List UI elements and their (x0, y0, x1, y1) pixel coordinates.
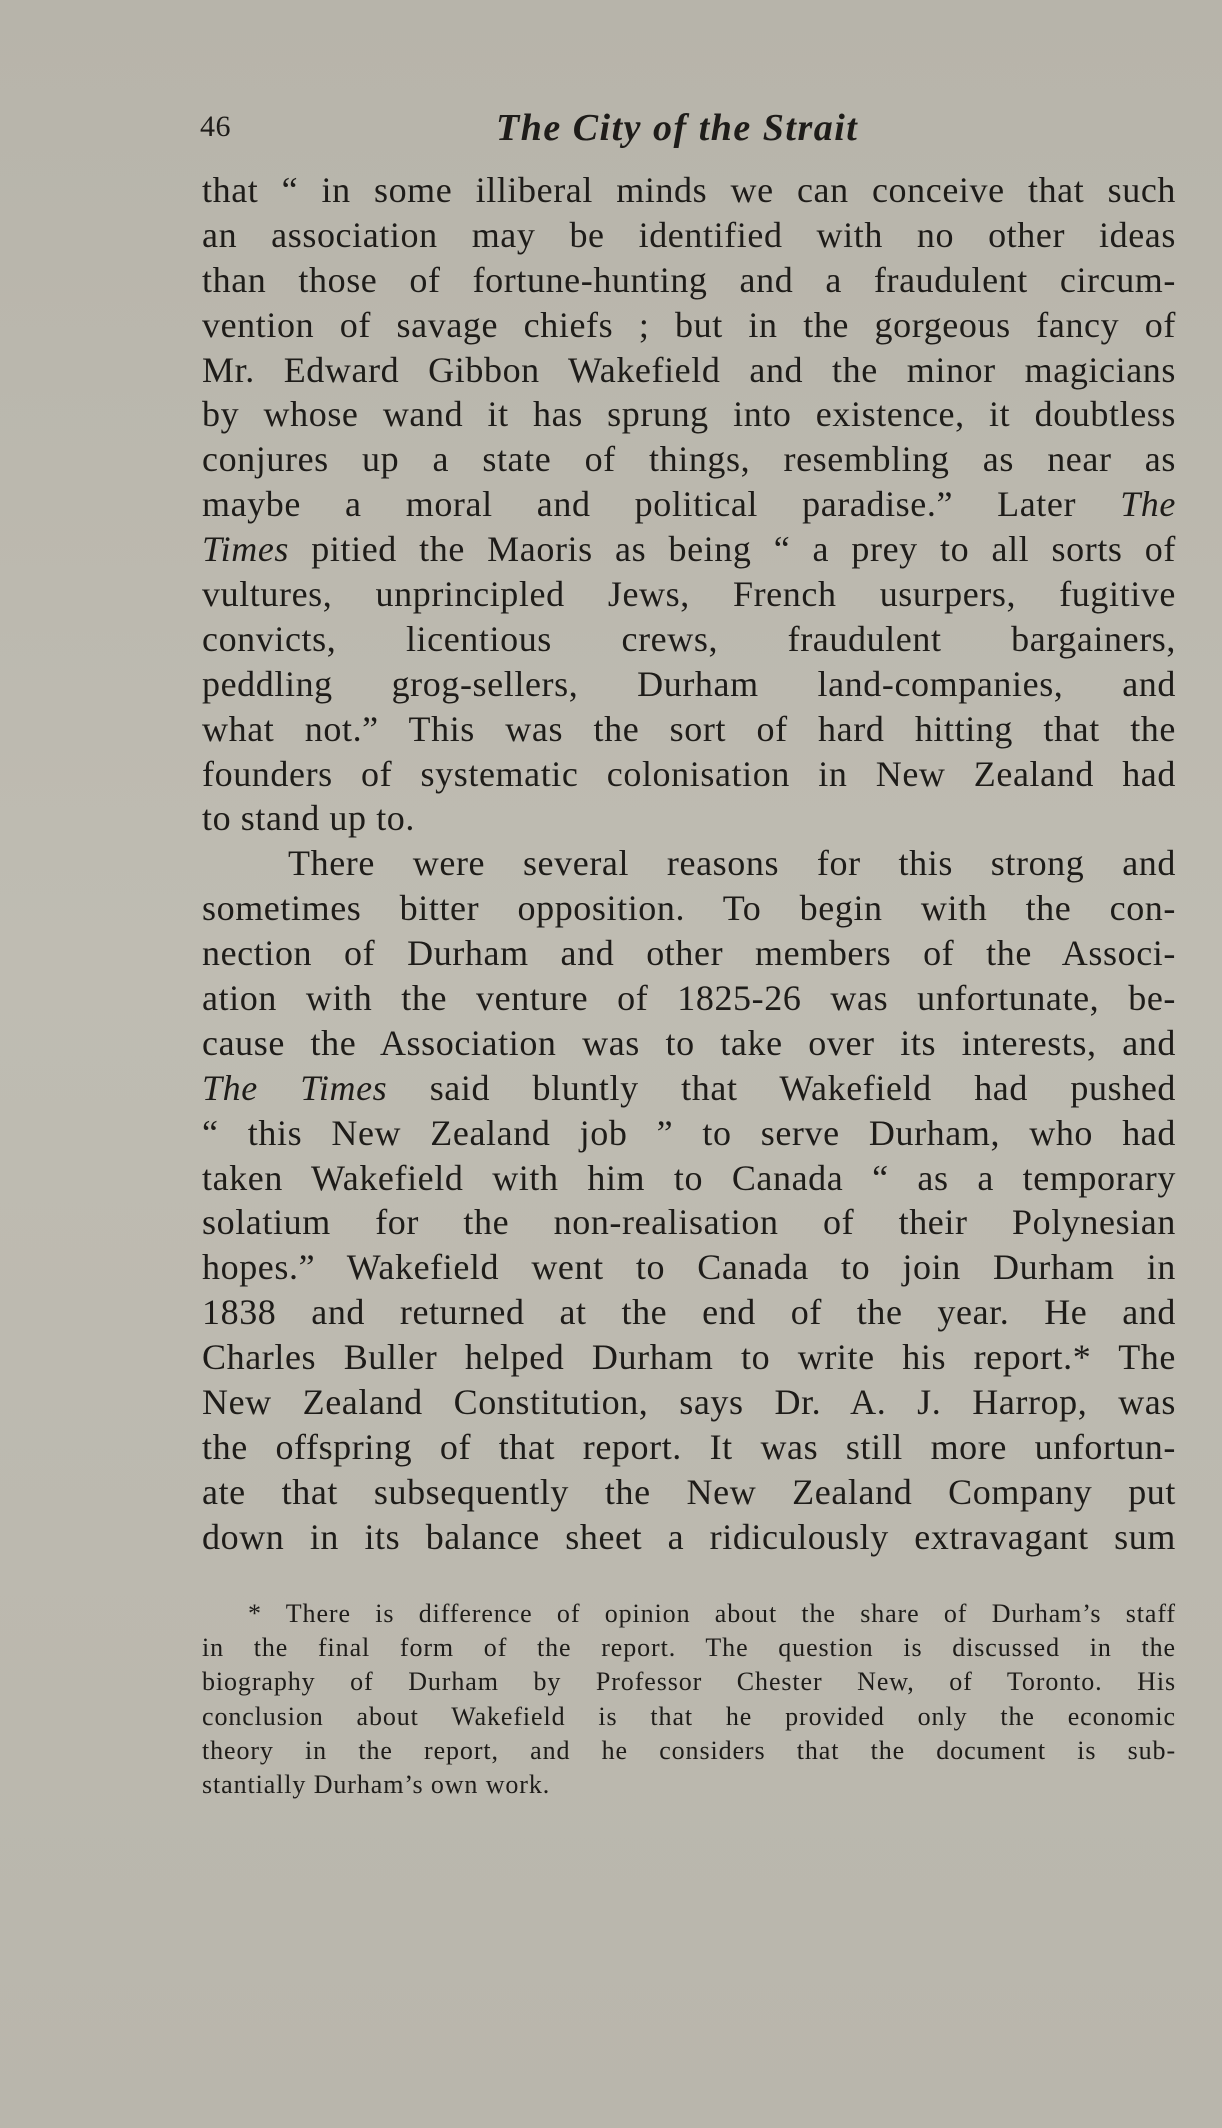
running-title: The City of the Strait (496, 107, 859, 149)
text-line: hopes.” Wakefield went to Canada to join Durham in (202, 1247, 1176, 1288)
italic-text: Times (202, 529, 290, 570)
footnote-line: conclusion about Wakefield is that he provided only the economic (202, 1701, 1176, 1731)
text-line: vultures, unprincipled Jews, French usurpers, fugitive (202, 574, 1176, 615)
text-line: conjures up a state of things, resembling as near as (202, 439, 1176, 480)
text-line: nection of Durham and other members of the Associ- (202, 933, 1176, 974)
text-segment: said bluntly that Wakefield had pushed (387, 1067, 1176, 1108)
text-line: Mr. Edward Gibbon Wakefield and the minor magicians (202, 349, 1176, 390)
text-line: down in its balance sheet a ridiculously extravagant sum (202, 1516, 1176, 1557)
footnote-line: biography of Durham by Professor Chester New, of Toronto. His (202, 1667, 1176, 1697)
text-segment: maybe a moral and political paradise.” Later (202, 484, 1121, 525)
text-segment: pitied the Maoris as being “ a prey to all sorts of (289, 529, 1176, 570)
text-line: what not.” This was the sort of hard hitting that the (202, 708, 1176, 749)
text-line: convicts, licentious crews, fraudulent bargainers, (202, 618, 1176, 659)
text-line: an association may be identified with no other ideas (202, 214, 1176, 255)
body-text (202, 168, 1176, 1560)
footnote (202, 1597, 1176, 1802)
text-line: by whose wand it has sprung into existence, it doubtless (202, 394, 1176, 435)
footnote-line: theory in the report, and he considers that the document is sub- (202, 1735, 1176, 1765)
text-line: than those of fortune-hunting and a fraudulent circum- (202, 259, 1176, 300)
text-line: sometimes bitter opposition. To begin with the con- (202, 888, 1176, 929)
text-line: peddling grog-sellers, Durham land-companies, and (202, 663, 1176, 704)
text-line: to stand up to. (202, 798, 415, 839)
italic-text: The (1120, 484, 1176, 525)
text-line (202, 482, 1176, 527)
text-line (202, 1066, 1176, 1111)
text-line: taken Wakefield with him to Canada “ as a temporary (202, 1157, 1176, 1198)
text-line: Charles Buller helped Durham to write his report.* The (202, 1337, 1176, 1378)
text-line: that “ in some illiberal minds we can conceive that such (202, 170, 1176, 210)
page-header (196, 107, 1178, 160)
text-line: vention of savage chiefs ; but in the gorgeous fancy of (202, 304, 1176, 345)
text-line: cause the Association was to take over its interests, and (202, 1022, 1176, 1063)
text-line: solatium for the non-realisation of their Polynesian (202, 1202, 1176, 1243)
text-line: “ this New Zealand job ” to serve Durham, who had (202, 1112, 1176, 1153)
footnote-line: in the final form of the report. The question is discussed in the (202, 1633, 1176, 1663)
text-line (202, 527, 1176, 572)
text-line: There were several reasons for this strong and (288, 843, 1176, 884)
text-line: ate that subsequently the New Zealand Company put (202, 1471, 1176, 1512)
footnote-line: stantially Durham’s own work. (202, 1769, 551, 1799)
text-line: ation with the venture of 1825-26 was unfortunate, be- (202, 978, 1176, 1019)
footnote-line: * There is difference of opinion about the share of Durham’s staff (248, 1599, 1176, 1628)
page-number: 46 (200, 110, 231, 143)
text-line: 1838 and returned at the end of the year. He and (202, 1292, 1176, 1333)
text-line: founders of systematic colonisation in New Zealand had (202, 753, 1176, 794)
italic-text: The Times (202, 1067, 388, 1108)
text-line: the offspring of that report. It was still more unfortun- (202, 1426, 1176, 1467)
text-line: New Zealand Constitution, says Dr. A. J. Harrop, was (202, 1382, 1176, 1423)
